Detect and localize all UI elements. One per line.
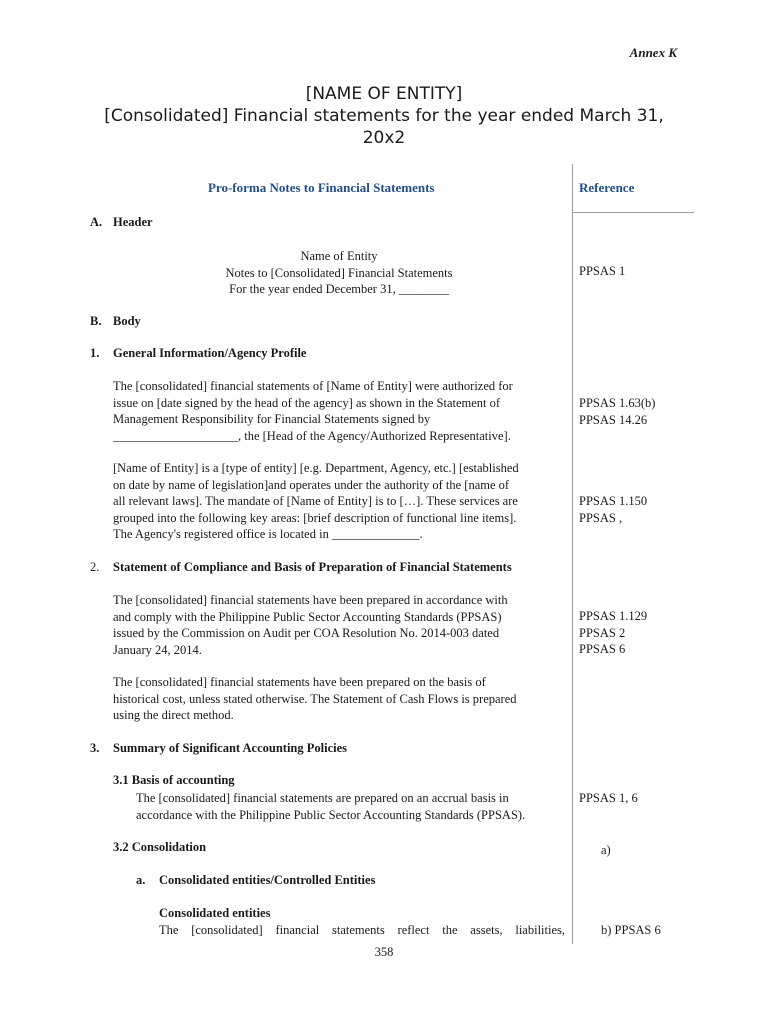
authorization-references: PPSAS 1.63(b) PPSAS 14.26	[579, 396, 656, 427]
text-line: The [consolidated] financial statements are prepared on an accrual basis in	[136, 791, 509, 805]
column-header-notes: Pro-forma Notes to Financial Statements	[208, 180, 435, 195]
title-line-3: 20x2	[362, 128, 406, 148]
text-line: The Agency's registered office is located in ______________.	[113, 527, 423, 541]
text-line: issued by the Commission on Audit per COA Resolution No. 2014-003 dated	[113, 626, 500, 640]
text-line: all relevant laws]. The mandate of [Name of Entity] is to […]. These services are	[113, 494, 518, 508]
subsection-3-2: 3.2 Consolidation	[113, 840, 207, 854]
text-line: Management Responsibility for Financial Statements signed by	[113, 412, 431, 426]
text-line: historical cost, unless stated otherwise. The Statement of Cash Flows is prepared	[113, 691, 517, 706]
column-divider	[572, 164, 573, 944]
entity-profile-references: PPSAS 1.150 PPSAS ,	[579, 494, 648, 525]
header-line: Name of Entity	[300, 249, 378, 263]
header-reference: PPSAS 1	[579, 264, 626, 278]
consolidation-reference: a)	[601, 843, 611, 857]
text-line: The [consolidated] financial statements have been prepared on the basis of	[113, 675, 486, 689]
text-line: The [consolidated] financial statements reflect the assets, liabilities,	[159, 923, 565, 937]
title-line-1: [NAME OF ENTITY]	[305, 84, 463, 104]
compliance-references: PPSAS 1.129 PPSAS 2 PPSAS 6	[579, 609, 648, 656]
document-title	[60, 83, 708, 149]
paragraph-compliance	[113, 592, 565, 658]
text-line: accordance with the Philippine Public Sector Accounting Standards (PPSAS).	[136, 807, 526, 822]
text-line: The [consolidated] financial statements of [Name of Entity] were authorized for	[113, 379, 513, 393]
paragraph-authorization	[113, 378, 565, 444]
text-line: on date by name of legislation]and operates under the authority of the [name of	[113, 477, 510, 492]
title-line-2: [Consolidated] Financial statements for the year ended March 31,	[104, 106, 664, 126]
paragraph-consolidated-entities	[159, 922, 565, 939]
basis-reference: PPSAS 1, 6	[579, 791, 638, 805]
annex-label: Annex K	[629, 45, 677, 60]
header-line: For the year ended December 31, ________	[229, 282, 449, 296]
text-line: issue on [date signed by the head of the agency] as shown in the Statement of	[113, 395, 501, 410]
column-header-reference: Reference	[579, 180, 635, 195]
paragraph-historical-cost	[113, 674, 565, 724]
text-line: grouped into the following key areas: [brief description of functional line items].	[113, 510, 517, 525]
paragraph-basis-of-accounting	[136, 790, 565, 823]
subsection-3-1: 3.1 Basis of accounting	[113, 773, 235, 787]
consolidated-entities-reference: b) PPSAS 6	[601, 923, 661, 937]
page-number: 358	[374, 945, 394, 959]
header-line: Notes to [Consolidated] Financial Statements	[225, 265, 453, 280]
text-line: and comply with the Philippine Public Sector Accounting Standards (PPSAS)	[113, 609, 502, 624]
header-block	[113, 248, 565, 298]
reference-header-rule	[572, 212, 694, 213]
text-line: ____________________, the [Head of the Agency/Authorized Representative].	[113, 428, 511, 443]
text-line: January 24, 2014.	[113, 642, 202, 657]
text-line: The [consolidated] financial statements have been prepared in accordance with	[113, 593, 508, 607]
text-line: using the direct method.	[113, 708, 234, 722]
consolidated-entities-heading: Consolidated entities	[159, 906, 271, 920]
document-page: Annex K [NAME OF ENTITY] [Consolidated] Financial statements for the year ended March 31, 20x2 Pro-forma Notes to Financial Statements Reference A. Header Name of Entity Notes to [Consolidated] Financial Statements For the year ended December 31, ________ PPSAS 1 B. Body 1. General Information/Agency Profile The [consolidated] financial statements of [Name of Entity] were authorized for issue on [date signed by the head of the agency] as shown in the Statement of Management Responsibility for Financial Statements signed by ____________________, the [Head of the Agency/Authorized Representative]. PPSAS 1.63(b) PPSAS 14.26 [Name of Entity] is a [type of entity] [e.g. Department, Agency, etc.] [established on date by name of legislation]and operates under the authority of the [name of all relevant laws]. The mandate of [Name of Entity] is to […]. These services are grouped into the following key areas: [brief description of functional line items]. The Agency's registered office is located in ______________. PPSAS 1.150 PPSAS , 2. Statement of Compliance and Basis of Preparation of Financial Statements The [consolidated] financial statements have been prepared in accordance with and comply with the Philippine Public Sector Accounting Standards (PPSAS) issued by the Commission on Audit per COA Resolution No. 2014-003 dated January 24, 2014. PPSAS 1.129 PPSAS 2 PPSAS 6 The [consolidated] financial statements have been prepared on the basis of historical cost, unless stated otherwise. The Statement of Cash Flows is prepared using the direct method. 3. Summary of Significant Accounting Policies 3.1 Basis of accounting The [consolidated] financial statements are prepared on an accrual basis in accordance with the Philippine Public Sector Accounting Standards (PPSAS). PPSAS 1, 6 3.2 Consolidation a) a. Consolidated entities/Controlled Entities Consolidated entities The [consolidated] financial statements reflect the assets, liabilities, b) PPSAS 6 358	[0, 0, 768, 1024]
paragraph-entity-profile	[113, 460, 565, 543]
text-line: [Name of Entity] is a [type of entity] [e.g. Department, Agency, etc.] [established	[113, 461, 519, 475]
